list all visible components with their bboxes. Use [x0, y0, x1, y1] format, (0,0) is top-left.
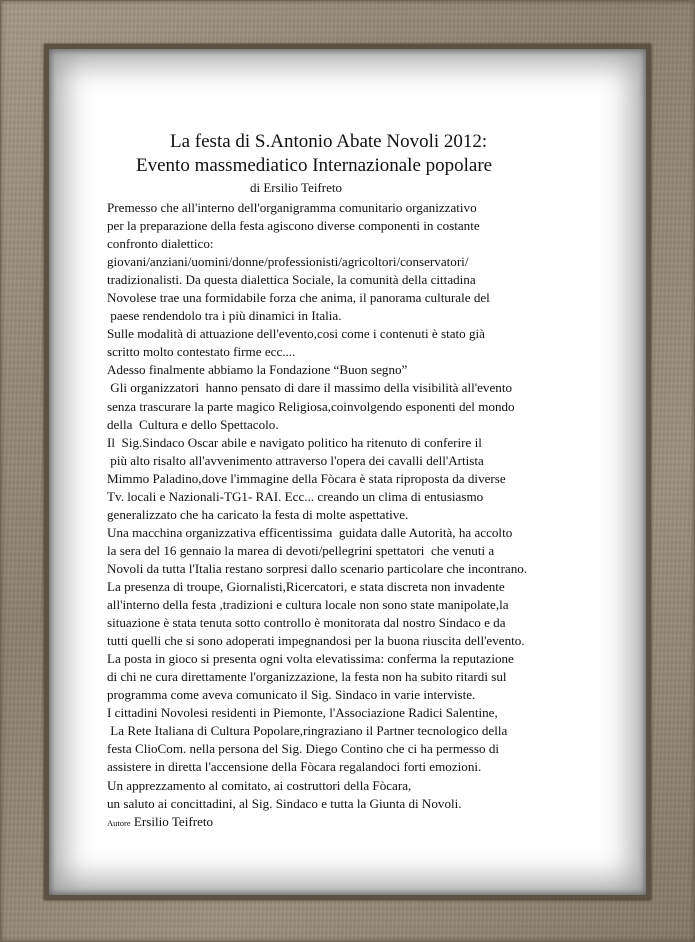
body-line: Un apprezzamento al comitato, ai costruttori della Fòcara,	[107, 777, 412, 793]
body-line: un saluto ai concittadini, al Sig. Sindaco e tutta la Giunta di Novoli.	[107, 795, 462, 811]
byline: di Ersilio Teifreto	[250, 180, 342, 195]
body-line: Mimmo Paladino,dove l'immagine della Fòcara è stata riproposta da diverse	[107, 470, 506, 486]
body-line: per la preparazione della festa agiscono diverse componenti in costante	[107, 218, 480, 234]
body-line: Tv. locali e Nazionali-TG1- RAI. Ecc... creando un clima di entusiasmo	[107, 488, 484, 504]
body-line: scritto molto contestato firme ecc....	[107, 344, 296, 360]
body-line: programma come aveva comunicato il Sig. Sindaco in varie interviste.	[107, 687, 476, 703]
paper-page	[49, 49, 646, 895]
body-line: situazione è stata tenuta sotto controllo è monitorata dal nostro Sindaco e da	[107, 615, 506, 631]
title-line-2: Evento massmediatico Internazionale popolare	[136, 155, 493, 176]
body-line: più alto risalto all'avvenimento attraverso l'opera dei cavalli dell'Artista	[107, 452, 484, 468]
author-label: Autore	[107, 817, 131, 828]
body-line: giovani/anziani/uomini/donne/professionisti/agricoltori/conservatori/	[107, 254, 469, 270]
body-line: I cittadini Novolesi residenti in Piemonte, l'Associazione Radici Salentine,	[107, 705, 498, 721]
title-line-1: La festa di S.Antonio Abate Novoli 2012:	[170, 131, 488, 152]
body-line: Sulle modalità di attuazione dell'evento,cosi come i contenuti è stato già	[107, 326, 485, 342]
body-line: tradizionalisti. Da questa dialettica Sociale, la comunità della cittadina	[107, 272, 476, 288]
body-line: Una macchina organizzativa efficentissima guidata dalle Autorità, ha accolto	[107, 524, 513, 540]
article-body	[107, 199, 637, 832]
body-line: tutti quelli che si sono adoperati impegnandosi per la buona riuscita dell'evento.	[107, 633, 525, 649]
body-line: La Rete Italiana di Cultura Popolare,ringraziano il Partner tecnologico della	[107, 723, 508, 739]
body-line: Premesso che all'interno dell'organigramma comunitario organizzativo	[107, 200, 477, 215]
body-line: di chi ne cura direttamente l'organizzazione, la festa non ha subito ritardi sul	[107, 669, 507, 685]
body-line: all'interno della festa ,tradizioni e cultura locale non sono state manipolate,la	[107, 597, 509, 613]
body-line: La presenza di troupe, Giornalisti,Ricercatori, e stata discreta non invadente	[107, 578, 505, 594]
body-line: Novoli da tutta l'Italia restano sorpresi dallo scenario particolare che incontrano.	[107, 560, 528, 576]
body-line: generalizzato che ha caricato la festa di molte aspettative.	[107, 506, 409, 522]
author-name: Ersilio Teifreto	[133, 813, 214, 829]
body-line: assistere in diretta l'accensione della Fòcara regalandoci forti emozioni.	[107, 759, 482, 775]
body-line: Novolese trae una formidabile forza che anima, il panorama culturale del	[107, 290, 490, 306]
body-line: Adesso finalmente abbiamo la Fondazione “Buon segno”	[107, 362, 408, 378]
author-signature	[107, 813, 637, 832]
body-line: paese rendendolo tra i più dinamici in Italia.	[107, 308, 342, 324]
body-line: la sera del 16 gennaio la marea di devoti/pellegrini spettatori che venuti a	[107, 542, 495, 558]
body-line: La posta in gioco si presenta ogni volta elevatissima: conferma la reputazione	[107, 651, 514, 667]
body-line: Il Sig.Sindaco Oscar abile e navigato politico ha ritenuto di conferire il	[107, 434, 482, 450]
body-line: della Cultura e dello Spettacolo.	[107, 416, 279, 432]
body-line: confronto dialettico:	[107, 236, 214, 252]
body-line: Gli organizzatori hanno pensato di dare il massimo della visibilità all'evento	[107, 380, 513, 396]
body-line: senza trascurare la parte magico Religiosa,coinvolgendo esponenti del mondo	[107, 398, 515, 414]
body-line: festa ClioCom. nella persona del Sig. Diego Contino che ci ha permesso di	[107, 741, 500, 757]
